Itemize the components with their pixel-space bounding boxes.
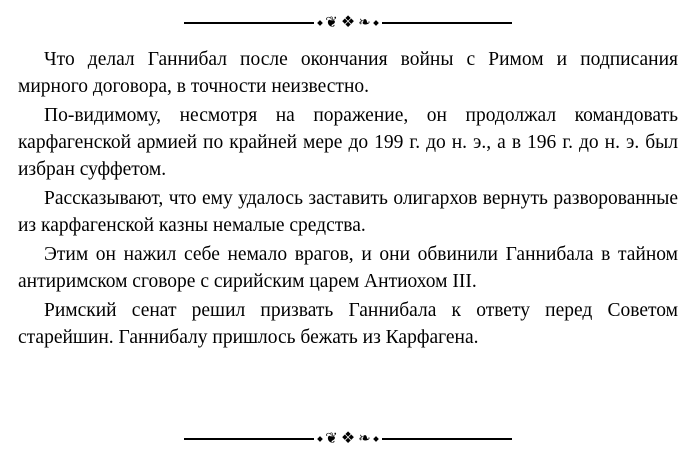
ornament-dot-left-icon xyxy=(317,20,323,26)
ornament-dot-left-icon xyxy=(317,436,323,442)
ornament-fleuron-left-icon: ❦ xyxy=(325,428,338,447)
paragraph: Римский сенат решил призвать Ганнибала к ответу перед Советом старейшин. Ганнибалу пришлось бежать из Карфагена. xyxy=(18,300,678,348)
paragraph: По-видимому, несмотря на поражение, он продолжал командовать карфагенской армией по крайней мере до 199 г. до н. э., а в 196 г. до н. э. был избран суффетом. xyxy=(18,105,678,180)
body-text xyxy=(18,46,678,351)
paragraph: Этим он нажил себе немало врагов, и они обвинили Ганнибала в тайном антиримском сговоре с сирийским царем Антиохом III. xyxy=(18,244,678,292)
ornament-rule-left xyxy=(184,438,314,440)
ornament-diamond-icon: ❖ xyxy=(340,12,356,31)
ornament-dot-right-icon xyxy=(373,20,379,26)
ornament-fleuron-right-icon: ❧ xyxy=(358,428,371,447)
ornament-diamond-icon: ❖ xyxy=(340,428,356,447)
ornament-rule-left xyxy=(184,22,314,24)
ornament-center-bottom xyxy=(318,428,378,447)
ornament-rule-right xyxy=(382,22,512,24)
ornament-rule-right xyxy=(382,438,512,440)
ornament-dot-right-icon xyxy=(373,436,379,442)
ornament-divider-bottom xyxy=(0,424,696,454)
ornament-fleuron-right-icon: ❧ xyxy=(358,12,371,31)
paragraph: Рассказывают, что ему удалось заставить олигархов вернуть разворованные из карфагенской казны немалые средства. xyxy=(18,188,678,236)
ornament-center-top xyxy=(318,12,378,31)
ornament-fleuron-left-icon: ❦ xyxy=(325,12,338,31)
ornament-divider-top xyxy=(0,8,696,38)
paragraph: Что делал Ганнибал после окончания войны с Римом и подписания мирного договора, в точности неизвестно. xyxy=(18,49,678,97)
